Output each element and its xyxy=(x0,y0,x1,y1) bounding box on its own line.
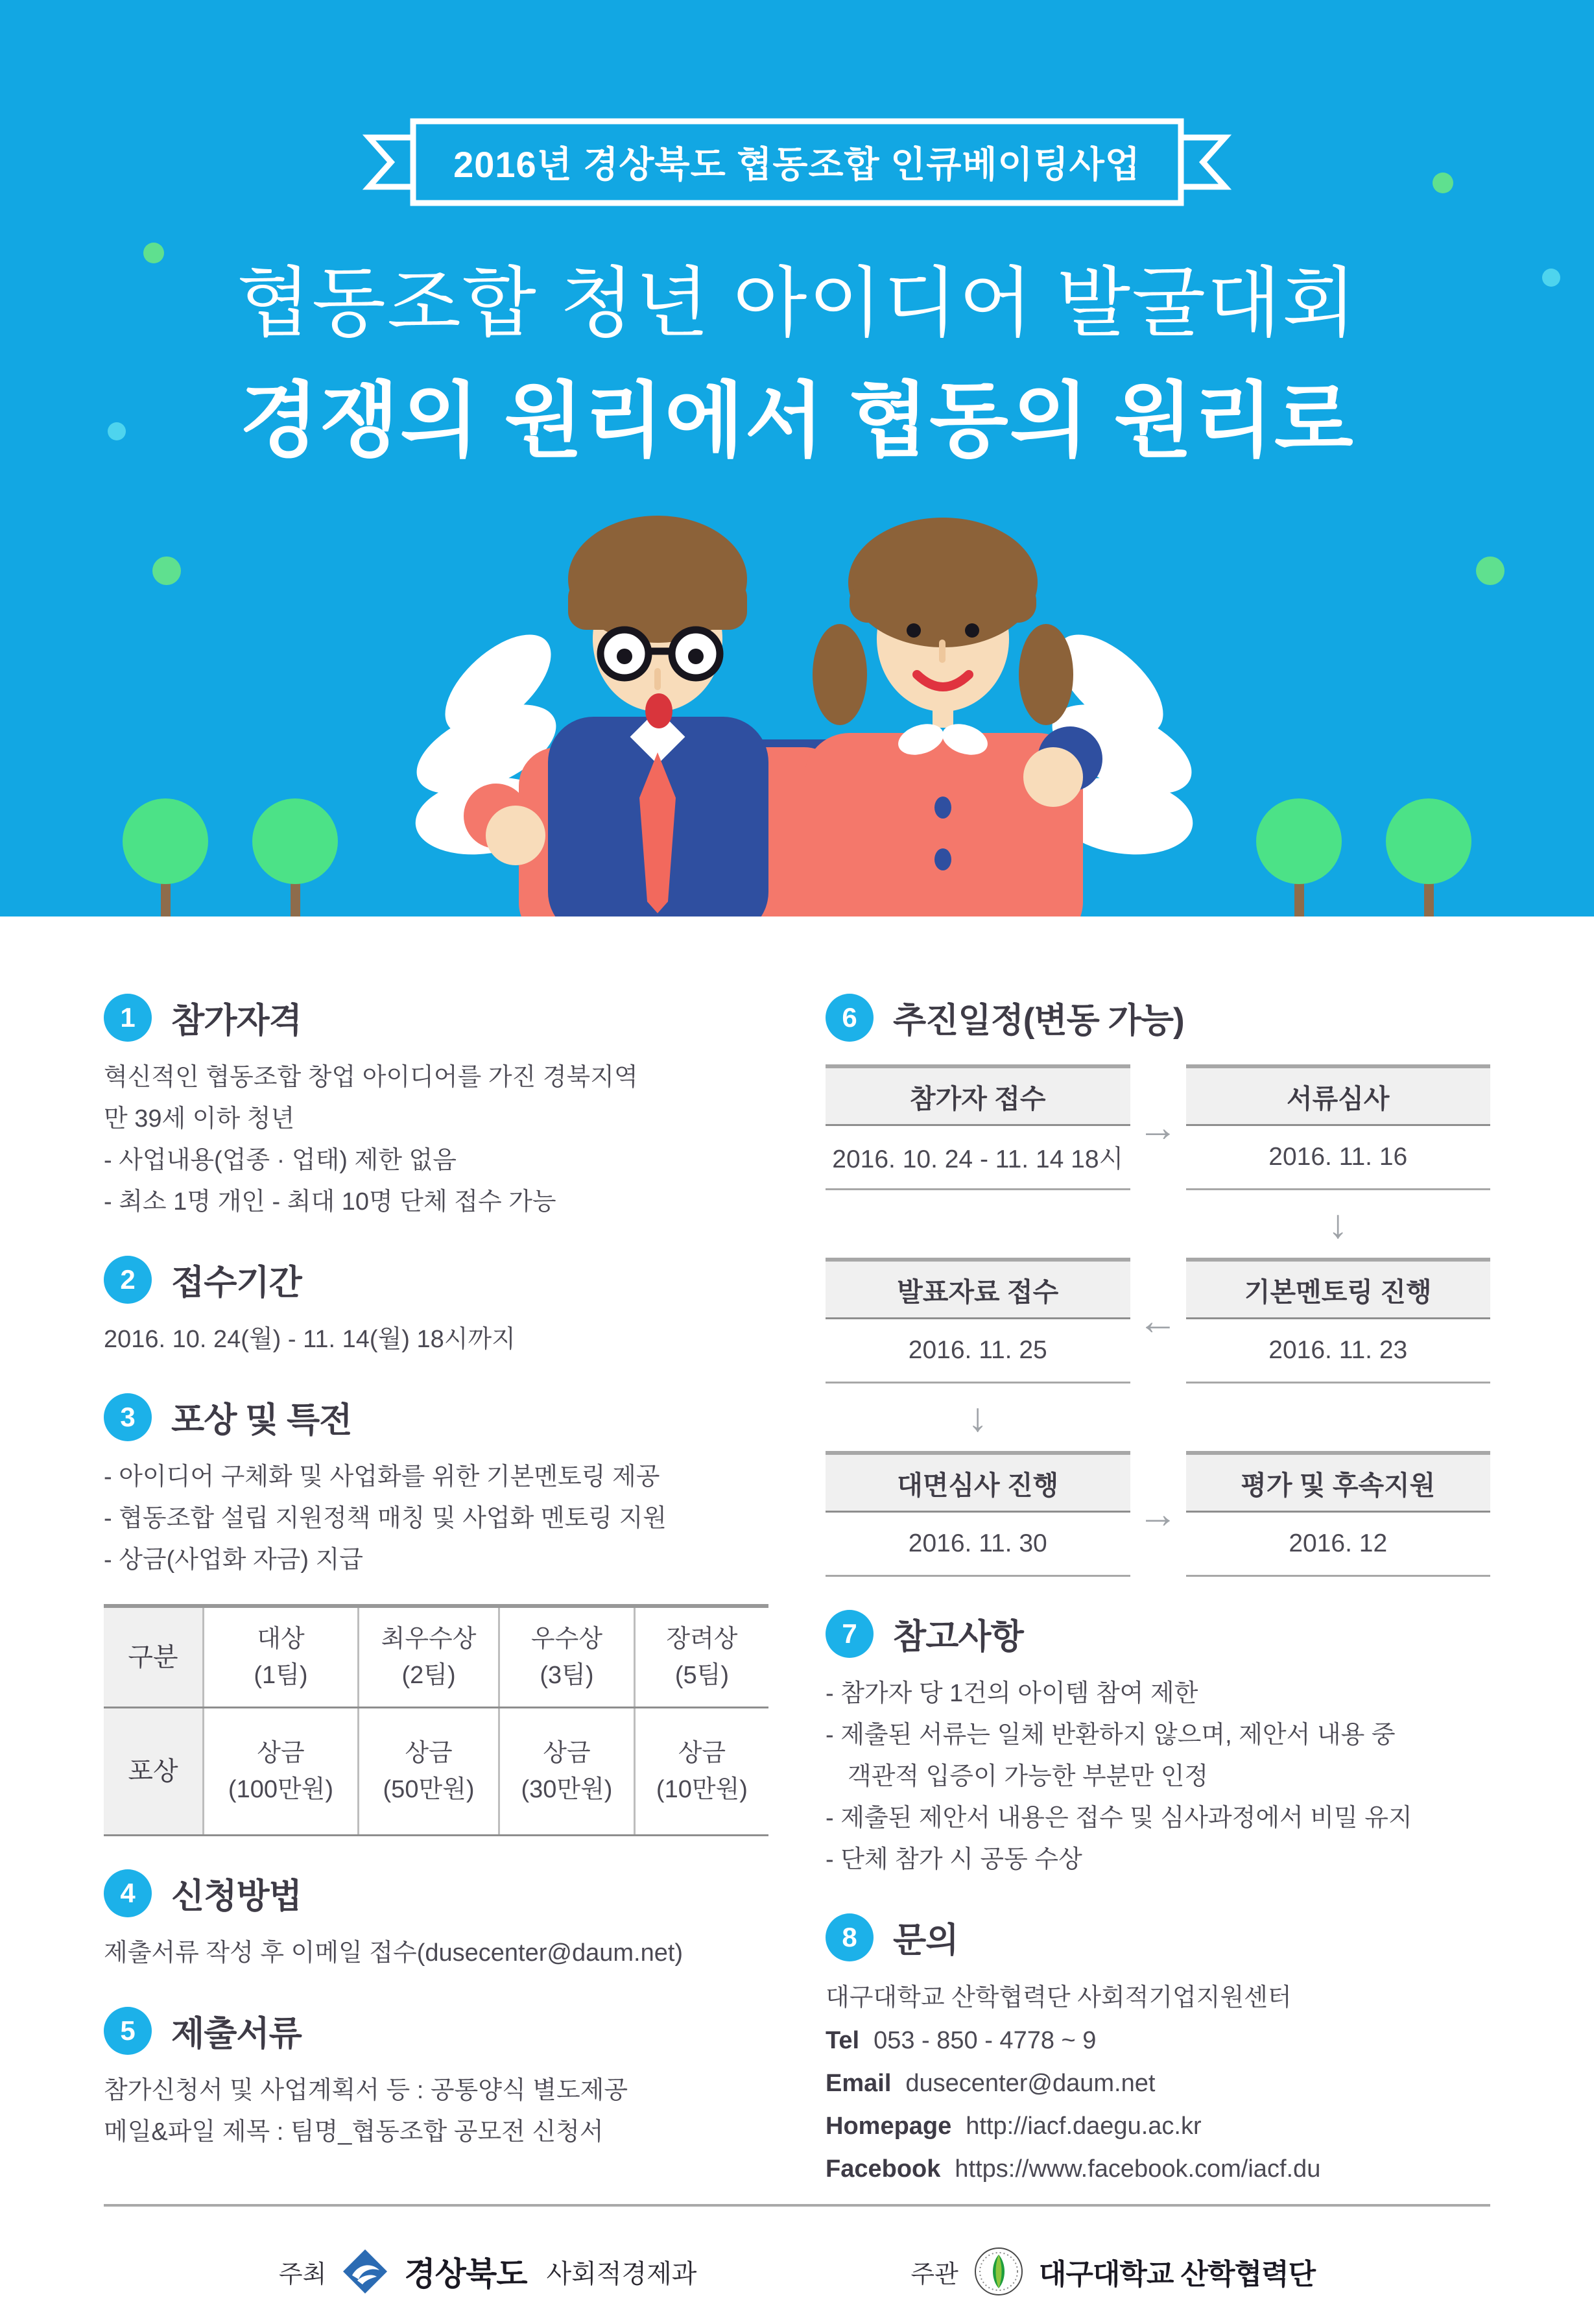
table-row xyxy=(104,1708,768,1836)
contact-email: Email dusecenter@daum.net xyxy=(826,2070,1156,2097)
section-title: 참고사항 xyxy=(893,1618,1023,1656)
schedule-box: 서류심사 2016. 11. 16 xyxy=(1186,1064,1491,1190)
body-line: - 제출된 서류는 일체 반환하지 않으며, 제안서 내용 중 xyxy=(826,1721,1396,1749)
body-line: - 사업내용(업종 · 업태) 제한 없음 xyxy=(104,1147,457,1174)
host-name: 경상북도 xyxy=(404,2256,527,2292)
section-apply-method xyxy=(104,1869,768,1974)
section-number-badge: 1 xyxy=(104,994,152,1042)
body-line: 혁신적인 협동조합 창업 아이디어를 가진 경북지역 xyxy=(104,1064,638,1091)
prize-cell: 상금 (50만원) xyxy=(358,1708,499,1836)
section-title: 포상 및 특전 xyxy=(171,1401,352,1439)
arrow-left-icon: ← xyxy=(1137,1298,1178,1343)
host-credit xyxy=(279,2248,696,2295)
hero-banner xyxy=(0,0,1594,916)
prize-cell: 대상 (1팀) xyxy=(204,1606,359,1708)
body-line: 참가신청서 및 사업계획서 등 : 공통양식 별도제공 xyxy=(104,2077,628,2104)
girl-character xyxy=(804,518,1083,916)
section-schedule xyxy=(826,993,1490,1577)
organizer-label: 주관 xyxy=(910,2260,958,2288)
content-area xyxy=(0,916,1594,2223)
body-line: - 상금(사업화 자금) 지급 xyxy=(104,1546,364,1574)
gyeongbuk-logo-icon xyxy=(342,2248,388,2295)
left-column xyxy=(104,993,768,2223)
section-title: 제출서류 xyxy=(171,2015,302,2053)
section-qualification xyxy=(104,993,768,1223)
ribbon-banner xyxy=(363,118,1231,206)
prize-cell: 우수상 (3팀) xyxy=(499,1606,635,1708)
organizer-credit xyxy=(910,2247,1315,2296)
row-header: 포상 xyxy=(104,1708,204,1836)
daegu-univ-logo-icon xyxy=(974,2247,1023,2296)
contact-org: 대구대학교 산학협력단 사회적기업지원센터 xyxy=(826,1984,1292,2011)
ribbon-label: 2016년 경상북도 협동조합 인큐베이팅사업 xyxy=(453,144,1141,185)
right-column xyxy=(826,993,1490,2223)
contact-tel: Tel 053 - 850 - 4778 ~ 9 xyxy=(826,2027,1097,2054)
section-contact xyxy=(826,1913,1490,2190)
footer xyxy=(104,2204,1490,2296)
section-notes xyxy=(826,1609,1490,1880)
section-title: 접수기간 xyxy=(171,1264,302,1302)
section-title: 추진일정(변동 가능) xyxy=(893,1001,1184,1040)
body-line: 메일&파일 제목 : 팀명_협동조합 공모전 신청서 xyxy=(104,2118,604,2146)
section-documents xyxy=(104,2006,768,2153)
body-line: 만 39세 이하 청년 xyxy=(104,1105,295,1132)
schedule-box: 대면심사 진행 2016. 11. 30 xyxy=(826,1451,1130,1577)
schedule-box: 평가 및 후속지원 2016. 12 xyxy=(1186,1451,1491,1577)
arrow-down-icon: ↓ xyxy=(968,1395,988,1440)
contact-facebook: Facebook https://www.facebook.com/iacf.du xyxy=(826,2155,1321,2183)
section-number-badge: 3 xyxy=(104,1393,152,1441)
body-line: - 협동조합 설립 지원정책 매칭 및 사업화 멘토링 지원 xyxy=(104,1505,667,1532)
contact-homepage: Homepage http://iacf.daegu.ac.kr xyxy=(826,2113,1202,2140)
schedule-box: 발표자료 접수 2016. 11. 25 xyxy=(826,1258,1130,1384)
prize-cell: 상금 (30만원) xyxy=(499,1708,635,1836)
schedule-box: 기본멘토링 진행 2016. 11. 23 xyxy=(1186,1258,1491,1384)
arrow-right-icon: → xyxy=(1137,1105,1178,1150)
prize-cell: 상금 (10만원) xyxy=(634,1708,768,1836)
prize-cell: 상금 (100만원) xyxy=(204,1708,359,1836)
host-label: 주최 xyxy=(278,2260,327,2288)
body-line: - 최소 1명 개인 - 최대 10명 단체 접수 가능 xyxy=(104,1188,556,1216)
section-title: 문의 xyxy=(893,1921,958,1959)
body-line: 객관적 입증이 가능한 부분만 인정 xyxy=(848,1763,1209,1790)
row-header: 구분 xyxy=(104,1606,204,1708)
section-prizes xyxy=(104,1393,768,1836)
footer-divider xyxy=(104,2204,1490,2207)
prize-cell: 최우수상 (2팀) xyxy=(358,1606,499,1708)
body-line: - 아이디어 구체화 및 사업화를 위한 기본멘토링 제공 xyxy=(104,1463,660,1491)
arrow-right-icon: → xyxy=(1137,1491,1178,1537)
arrow-down-icon: ↓ xyxy=(1327,1201,1348,1247)
section-number-badge: 4 xyxy=(104,1869,152,1917)
section-number-badge: 5 xyxy=(104,2007,152,2055)
poster-title-line2: 경쟁의 원리에서 협동의 원리로 xyxy=(239,375,1355,466)
schedule-flowchart xyxy=(826,1064,1490,1577)
section-title: 참가자격 xyxy=(171,1001,302,1040)
prize-table xyxy=(104,1604,768,1836)
table-row xyxy=(104,1606,768,1708)
section-title: 신청방법 xyxy=(171,1877,302,1915)
section-number-badge: 7 xyxy=(826,1610,874,1658)
prize-cell: 장려상 (5팀) xyxy=(634,1606,768,1708)
body-line: - 단체 참가 시 공동 수상 xyxy=(826,1846,1082,1873)
body-line: - 참가자 당 1건의 아이템 참여 제한 xyxy=(826,1680,1198,1707)
body-line: 제출서류 작성 후 이메일 접수(dusecenter@daum.net) xyxy=(104,1939,684,1967)
host-dept: 사회적경제과 xyxy=(546,2259,697,2288)
section-number-badge: 8 xyxy=(826,1913,874,1961)
organizer-name: 대구대학교 산학협력단 xyxy=(1038,2258,1316,2290)
section-period xyxy=(104,1255,768,1360)
body-line: - 제출된 제안서 내용은 접수 및 심사과정에서 비밀 유지 xyxy=(826,1804,1412,1832)
schedule-box: 참가자 접수 2016. 10. 24 - 11. 14 18시 xyxy=(826,1064,1130,1190)
poster-title-line1: 협동조합 청년 아이디어 발굴대회 xyxy=(236,261,1358,346)
body-line: 2016. 10. 24(월) - 11. 14(월) 18시까지 xyxy=(104,1326,516,1353)
section-number-badge: 6 xyxy=(826,994,874,1042)
section-number-badge: 2 xyxy=(104,1256,152,1304)
boy-character xyxy=(548,516,768,916)
